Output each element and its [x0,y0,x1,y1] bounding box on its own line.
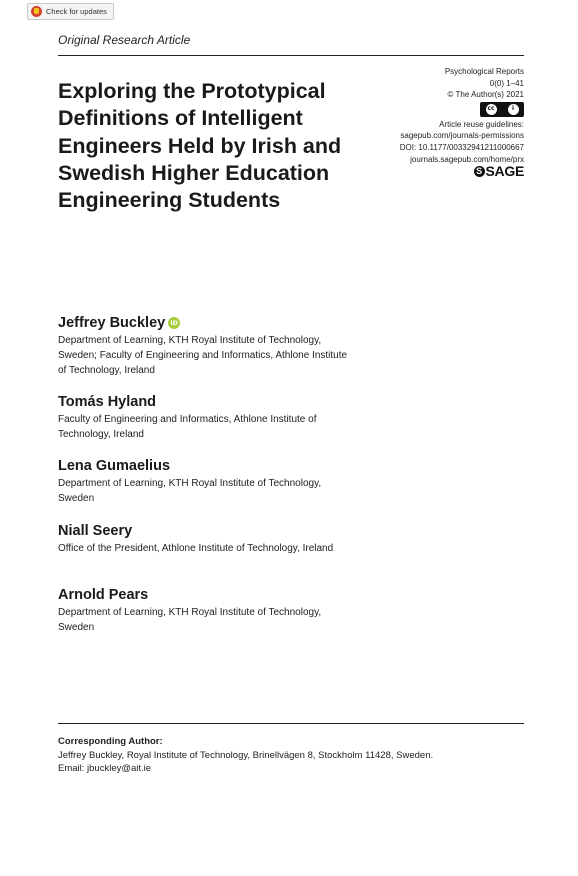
journal-volume: 0(0) 1–41 [489,78,524,88]
corresponding-author-email[interactable]: Email: jbuckley@ait.ie [58,763,152,774]
sage-logo-icon: S [474,166,485,177]
copyright-notice: © The Author(s) 2021 [447,90,524,100]
attribution-icon: i [508,104,519,115]
journal-homepage-link[interactable]: journals.sagepub.com/home/prx [410,154,524,164]
author-block [58,393,358,442]
author-block [58,586,358,635]
author-block [58,314,358,378]
author-name: Niall Seery [58,523,133,539]
orcid-icon[interactable]: iD [168,317,180,329]
author-name: Lena Gumaelius [58,458,171,474]
corresponding-author-address: Jeffrey Buckley, Royal Institute of Technology, Brinellvägen 8, Stockholm 11428, Sweden. [58,749,434,761]
check-for-updates-button[interactable] [27,3,114,20]
cc-icon: cc [486,104,497,115]
author-name: Tomás Hyland [58,394,157,410]
check-updates-icon [31,6,42,17]
corresponding-author [58,735,524,776]
reuse-guidelines-link[interactable]: sagepub.com/journals-permissions [400,131,524,141]
sage-logo [474,163,524,180]
author-block [58,457,358,506]
journal-name: Psychological Reports [444,67,524,76]
author-affiliation: Office of the President, Athlone Institute of Technology, Ireland [58,543,334,554]
check-updates-label: Check for updates [46,7,107,16]
reuse-guidelines-label: Article reuse guidelines: [439,119,524,129]
footer-divider [58,723,524,724]
article-type: Original Research Article [58,33,191,47]
author-block [58,522,358,556]
publisher-name: SAGE [485,163,524,180]
doi[interactable]: DOI: 10.1177/00332941211000667 [399,142,524,152]
article-title: Exploring the Prototypical Definitions of Intelligent Engineers Held by Irish and Swedish Higher Education Engineering Students [58,79,342,213]
cc-by-license-icon[interactable] [480,102,524,117]
corresponding-author-label: Corresponding Author: [58,736,163,747]
author-name: Jeffrey Buckley [58,315,166,331]
journal-info [354,66,524,178]
author-affiliation: Department of Learning, KTH Royal Institute of Technology, Sweden [58,478,322,504]
author-name: Arnold Pears [58,587,149,603]
author-affiliation: Department of Learning, KTH Royal Institute of Technology, Sweden [58,607,322,633]
author-affiliation: Department of Learning, KTH Royal Institute of Technology, Sweden; Faculty of Engineering and Informatics, Athlone Institute of Technology, Ireland [58,335,348,376]
header-divider [58,55,524,56]
author-affiliation: Faculty of Engineering and Informatics, Athlone Institute of Technology, Ireland [58,414,317,440]
